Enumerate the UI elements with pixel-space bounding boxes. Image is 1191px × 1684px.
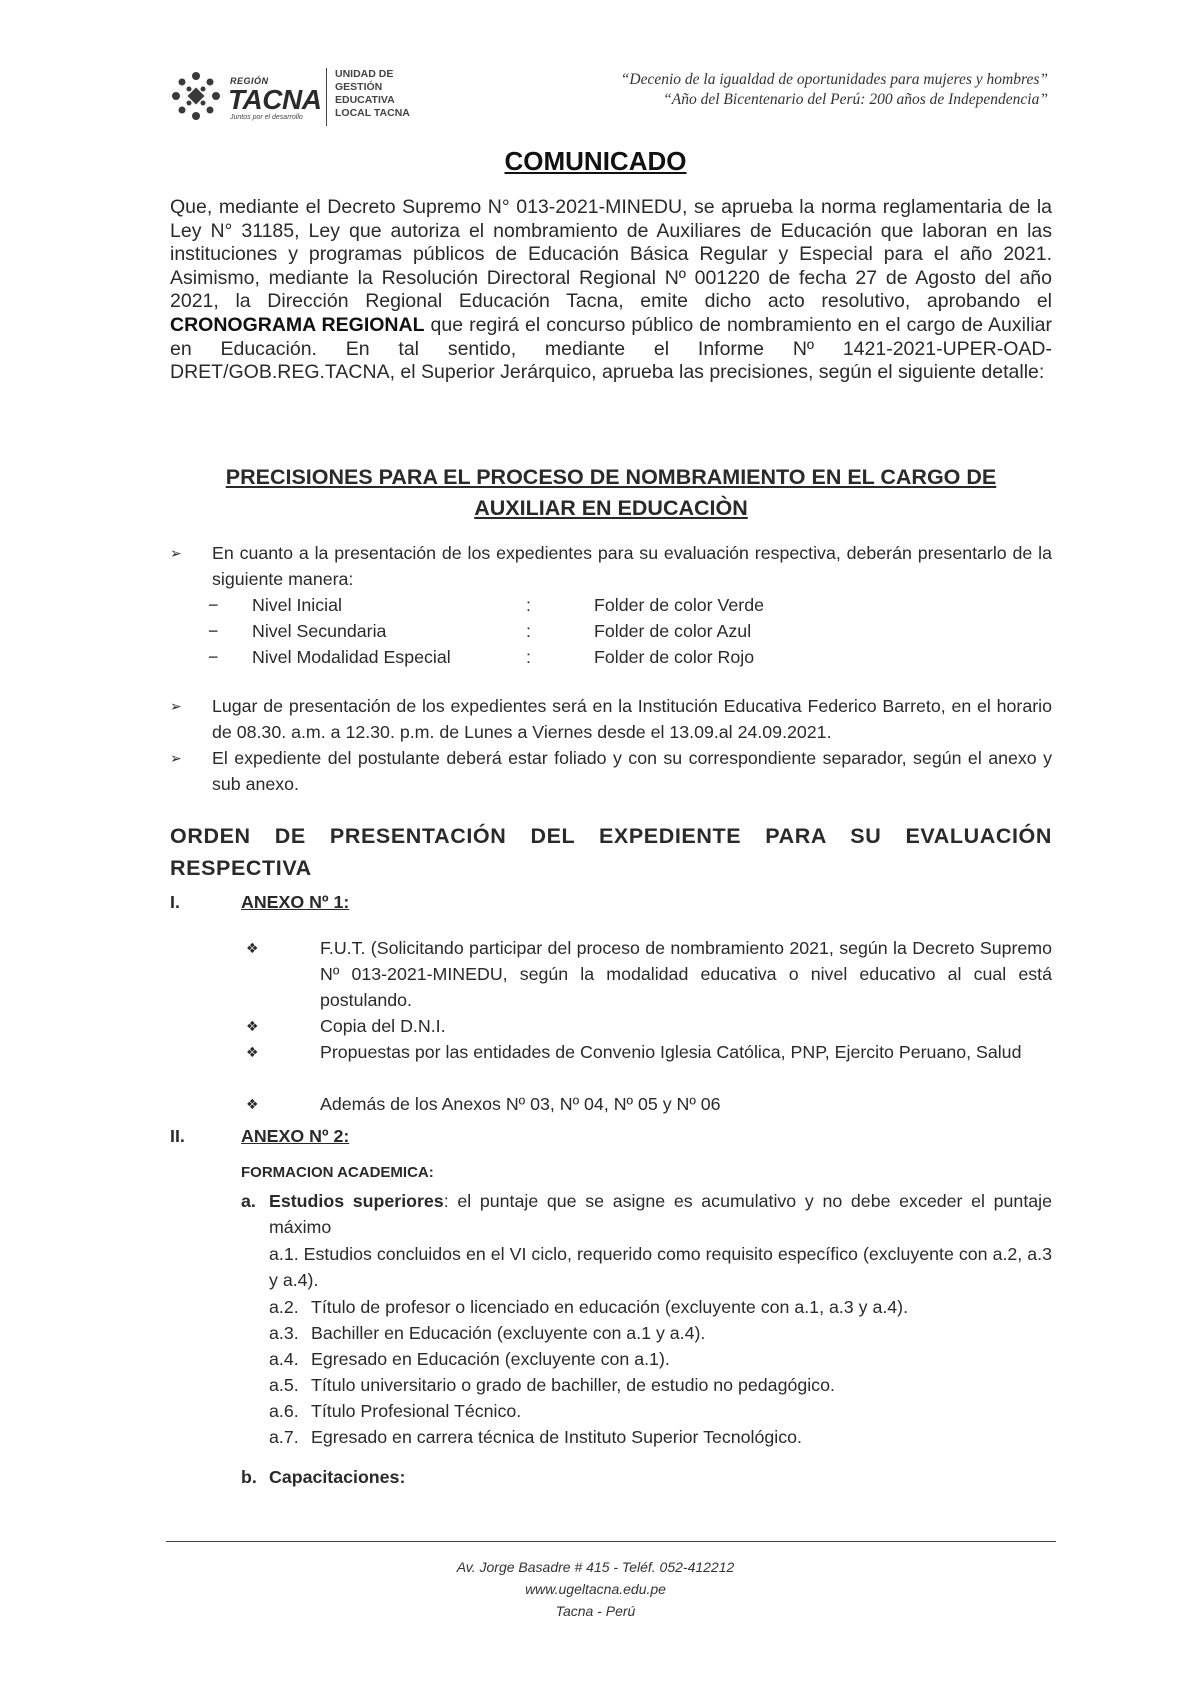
orden-presentacion-heading: ORDEN DE PRESENTACIÓN DEL EXPEDIENTE PARA SU EVALUACIÓN RESPECTIVA: [170, 824, 1052, 880]
folder-separator: :: [526, 647, 531, 667]
footer-website: www.ugeltacna.edu.pe: [525, 1581, 666, 1597]
anexo-1-item-text: Copia del D.N.I.: [320, 1016, 446, 1036]
sub-list-item: [269, 1372, 1052, 1398]
anexo-1-item: [246, 935, 1052, 1013]
anexo-1-item-text: F.U.T. (Solicitando participar del proceso de nombramiento 2021, según la Decreto Supremo Nº 013-2021-MINEDU, según la modalidad educativa o nivel educativo al cual está postulando.: [320, 938, 1052, 1010]
dash-bullet-icon: −: [208, 621, 219, 641]
logo-tagline: Juntos por el desarrollo: [230, 114, 303, 121]
page-title: COMUNICADO: [504, 146, 687, 176]
region-tacna-emblem-icon: [170, 70, 222, 122]
arrow-bullet-icon: ➢: [170, 750, 182, 766]
folder-color: Folder de color Azul: [594, 621, 752, 641]
arrow-list-item: [170, 745, 1052, 797]
ugel-line: LOCAL TACNA: [335, 107, 410, 119]
ugel-line: UNIDAD DE: [335, 68, 394, 80]
sub-item-text: Título universitario o grado de bachiller, de estudio no pedagógico.: [311, 1375, 835, 1395]
logo-region-text: REGIÓN: [230, 76, 269, 86]
diamond-bullet-icon: ❖: [246, 940, 259, 956]
arrow-item-text: En cuanto a la presentación de los expedientes para su evaluación respectiva, deberán presentarlo de la siguiente manera:: [212, 543, 1052, 589]
intro-text-1: Que, mediante el Decreto Supremo N° 013-2021-MINEDU, se aprueba la norma reglamentaria de la Ley N° 31185, Ley que autoriza el nombramiento de Auxiliares de Educación que laboran en las instituciones y programas públicos de Educación Básica Regular y Especial para el año 2021. Asimismo, mediante la Resolución Directoral Regional Nº 001220 de fecha 27 de Agosto del año 2021, la Dirección Regional Educación Tacna, emite dicho acto resolutivo, aprobando el: [170, 196, 1052, 313]
folder-row: [208, 644, 908, 670]
sub-list-item: [269, 1398, 1052, 1424]
motto-line-2: “Año del Bicentenario del Perú: 200 años de Independencia”: [663, 91, 1048, 108]
estudios-superiores-item: [241, 1188, 1052, 1240]
estudios-superiores-desc: : el puntaje que se asigne es acumulativo y no debe exceder el puntaje máximo: [269, 1191, 1052, 1237]
folder-separator: :: [526, 621, 531, 641]
ugel-name: [335, 68, 430, 120]
capacitaciones-label: Capacitaciones:: [269, 1467, 406, 1487]
sub-item-text: Título de profesor o licenciado en educación (excluyente con a.1, a.3 y a.4).: [311, 1297, 909, 1317]
roman-numeral: I.: [170, 892, 180, 912]
a1-item: [241, 1241, 1052, 1293]
arrow-item-text: El expediente del postulante deberá estar foliado y con su correspondiente separador, según el anexo y sub anexo.: [212, 748, 1052, 794]
sub-item-number: a.5.: [269, 1375, 299, 1395]
sub-item-number: a.4.: [269, 1349, 299, 1369]
folder-row: [208, 592, 908, 618]
anexo-1-label: ANEXO Nº 1:: [241, 892, 350, 912]
diamond-bullet-icon: ❖: [246, 1018, 259, 1034]
dash-bullet-icon: −: [208, 647, 219, 667]
roman-numeral: II.: [170, 1126, 185, 1146]
formacion-academica-heading: FORMACION ACADEMICA:: [241, 1164, 434, 1181]
sub-list-item: [269, 1346, 1052, 1372]
diamond-bullet-icon: ❖: [246, 1096, 259, 1112]
precisiones-heading-line-1: PRECISIONES PARA EL PROCESO DE NOMBRAMIENTO EN EL CARGO DE: [225, 465, 997, 489]
precisiones-heading: [170, 462, 1052, 524]
estudios-superiores-text: [269, 1188, 1052, 1240]
year-motto: [621, 70, 1048, 110]
precisiones-heading-line-2: AUXILIAR EN EDUCACIÒN: [474, 496, 748, 520]
a1-text: a.1. Estudios concluidos en el VI ciclo, requerido como requisito específico (excluyente con a.2, a.3 y a.4).: [269, 1244, 1052, 1290]
anexo-2-label: ANEXO Nº 2:: [241, 1126, 350, 1146]
footer-city: Tacna - Perú: [555, 1603, 636, 1619]
folder-color: Folder de color Verde: [594, 595, 765, 615]
capacitaciones-text: [269, 1464, 1052, 1490]
dash-bullet-icon: −: [208, 595, 219, 615]
item-letter: a.: [241, 1191, 256, 1211]
ugel-line: GESTIÓN: [335, 81, 383, 93]
intro-bold-text: CRONOGRAMA REGIONAL: [170, 313, 425, 336]
capacitaciones-item: [241, 1464, 1052, 1490]
sub-item-text: Egresado en Educación (excluyente con a.1).: [311, 1349, 670, 1369]
sub-item-text: Título Profesional Técnico.: [311, 1401, 522, 1421]
item-letter: b.: [241, 1467, 257, 1487]
folder-level: Nivel Modalidad Especial: [252, 647, 451, 667]
sub-item-number: a.3.: [269, 1323, 299, 1343]
sub-list-item: [269, 1424, 1052, 1450]
arrow-list-item: [170, 693, 1052, 745]
anexo-1-item: [246, 1013, 1052, 1039]
intro-paragraph: [170, 196, 1052, 385]
footer-divider: [166, 1541, 1056, 1542]
sub-item-text: Bachiller en Educación (excluyente con a.1 y a.4).: [311, 1323, 706, 1343]
folder-row: [208, 618, 908, 644]
arrow-bullet-icon: ➢: [170, 698, 182, 714]
anexo-1-item: [246, 1091, 1052, 1117]
anexo-1-item: [246, 1039, 1052, 1065]
sub-item-text: Egresado en carrera técnica de Instituto Superior Tecnológico.: [311, 1427, 802, 1447]
logo-divider: [326, 68, 327, 126]
sub-item-number: a.6.: [269, 1401, 299, 1421]
intro-text-2: que regirá el concurso público de nombramiento en el cargo de Auxiliar en Educación. En tal sentido, mediante el Informe Nº 1421-2021-UPER-OAD-DRET/GOB.REG.TACNA, el Superior Jerárquico, aprueba las precisiones, según el siguiente detalle:: [170, 313, 1052, 384]
sub-list-item: [269, 1294, 1052, 1320]
sub-item-number: a.2.: [269, 1297, 299, 1317]
ugel-line: EDUCATIVA: [335, 94, 395, 106]
estudios-superiores-label: Estudios superiores: [269, 1191, 444, 1211]
arrow-list-item: [170, 540, 1052, 592]
folder-level: Nivel Secundaria: [252, 621, 387, 641]
logo-tacna-text: TACNA: [228, 84, 322, 115]
sub-item-number: a.7.: [269, 1427, 299, 1447]
diamond-bullet-icon: ❖: [246, 1044, 259, 1060]
folder-color: Folder de color Rojo: [594, 647, 755, 667]
footer-address: Av. Jorge Basadre # 415 - Teléf. 052-412212: [456, 1559, 735, 1575]
motto-line-1: “Decenio de la igualdad de oportunidades para mujeres y hombres”: [620, 71, 1048, 88]
arrow-item-text: Lugar de presentación de los expedientes será en la Institución Educativa Federico Barreto, en el horario de 08.30. a.m. a 12.30. p.m. de Lunes a Viernes desde el 13.09.al 24.09.2021.: [212, 696, 1052, 742]
sub-list-item: [269, 1320, 1052, 1346]
page-footer: [0, 1556, 1191, 1622]
ugel-logo: [170, 66, 430, 130]
folder-level: Nivel Inicial: [252, 595, 342, 615]
arrow-bullet-icon: ➢: [170, 545, 182, 561]
anexo-1-item-text: Además de los Anexos Nº 03, Nº 04, Nº 05 y Nº 06: [320, 1094, 721, 1114]
anexo-1-item-text: Propuestas por las entidades de Convenio Iglesia Católica, PNP, Ejercito Peruano, Salud: [320, 1042, 1022, 1062]
folder-separator: :: [526, 595, 531, 615]
